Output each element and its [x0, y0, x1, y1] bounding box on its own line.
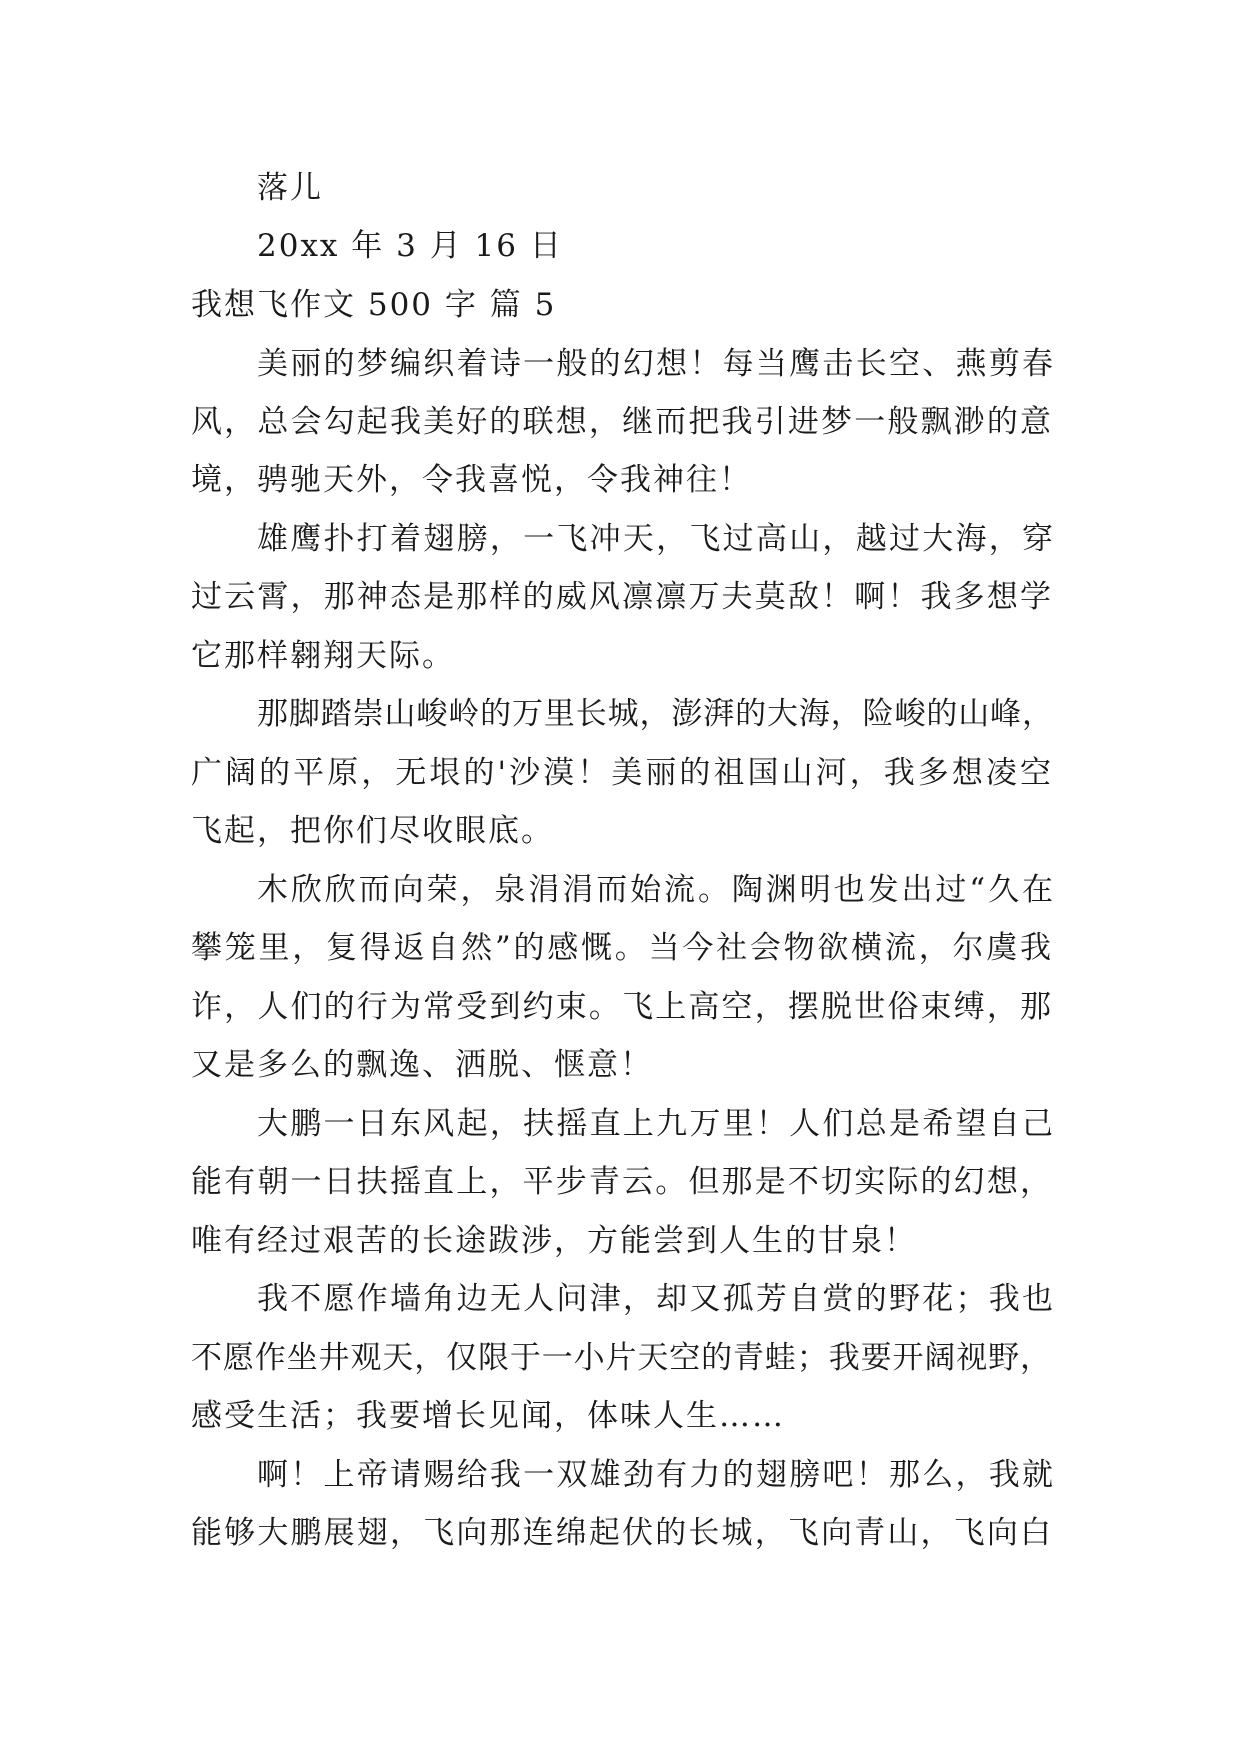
signature-date: 20xx 年 3 月 16 日	[257, 228, 563, 264]
paragraph-1-line-2: 风，总会勾起我美好的联想，继而把我引进梦一般飘渺的意	[191, 404, 1051, 440]
paragraph-6-line-2: 不愿作坐井观天，仅限于一小片天空的青蛙；我要开阔视野，	[191, 1340, 1051, 1376]
paragraph-6-line-3: 感受生活；我要增长见闻，体味人生……	[191, 1398, 785, 1434]
paragraph-6-line-1: 我不愿作墙角边无人问津，却又孤芳自赏的野花；我也	[257, 1281, 1053, 1317]
paragraph-7-line-1: 啊！上帝请赐给我一双雄劲有力的翅膀吧！那么，我就	[257, 1457, 1053, 1493]
paragraph-7-line-2: 能够大鹏展翅，飞向那连绵起伏的长城，飞向青山，飞向白	[191, 1515, 1051, 1551]
paragraph-5-line-1: 大鹏一日东风起，扶摇直上九万里！人们总是希望自己	[257, 1106, 1053, 1142]
paragraph-2-line-3: 它那样翱翔天际。	[191, 638, 455, 674]
section-title: 我想飞作文 500 字 篇 5	[191, 287, 557, 323]
paragraph-4-line-3: 诈，人们的行为常受到约束。飞上高空，摆脱世俗束缚，那	[191, 989, 1051, 1025]
paragraph-4-line-4: 又是多么的飘逸、洒脱、惬意！	[191, 1047, 653, 1083]
paragraph-2-line-2: 过云霄，那神态是那样的威风凛凛万夫莫敌！啊！我多想学	[191, 579, 1051, 615]
paragraph-3-line-3: 飞起，把你们尽收眼底。	[191, 813, 554, 849]
paragraph-3-line-2: 广阔的平原，无垠的'沙漠！美丽的祖国山河，我多想凌空	[191, 755, 1051, 791]
paragraph-1-line-3: 境，骋驰天外，令我喜悦，令我神往！	[191, 462, 752, 498]
author-signature: 落儿	[257, 170, 323, 206]
paragraph-4-line-1: 木欣欣而向荣，泉涓涓而始流。陶渊明也发出过“久在	[257, 872, 1053, 908]
paragraph-1-line-1: 美丽的梦编织着诗一般的幻想！每当鹰击长空、燕剪春	[257, 346, 1053, 382]
paragraph-2-line-1: 雄鹰扑打着翅膀，一飞冲天，飞过高山，越过大海，穿	[257, 521, 1053, 557]
paragraph-4-line-2: 攀笼里，复得返自然”的感慨。当今社会物欲横流，尔虞我	[191, 930, 1051, 966]
paragraph-3-line-1: 那脚踏崇山峻岭的万里长城，澎湃的大海，险峻的山峰，	[257, 696, 1053, 732]
paragraph-5-line-2: 能有朝一日扶摇直上，平步青云。但那是不切实际的幻想，	[191, 1164, 1051, 1200]
paragraph-5-line-3: 唯有经过艰苦的长途跋涉，方能尝到人生的甘泉！	[191, 1223, 917, 1259]
